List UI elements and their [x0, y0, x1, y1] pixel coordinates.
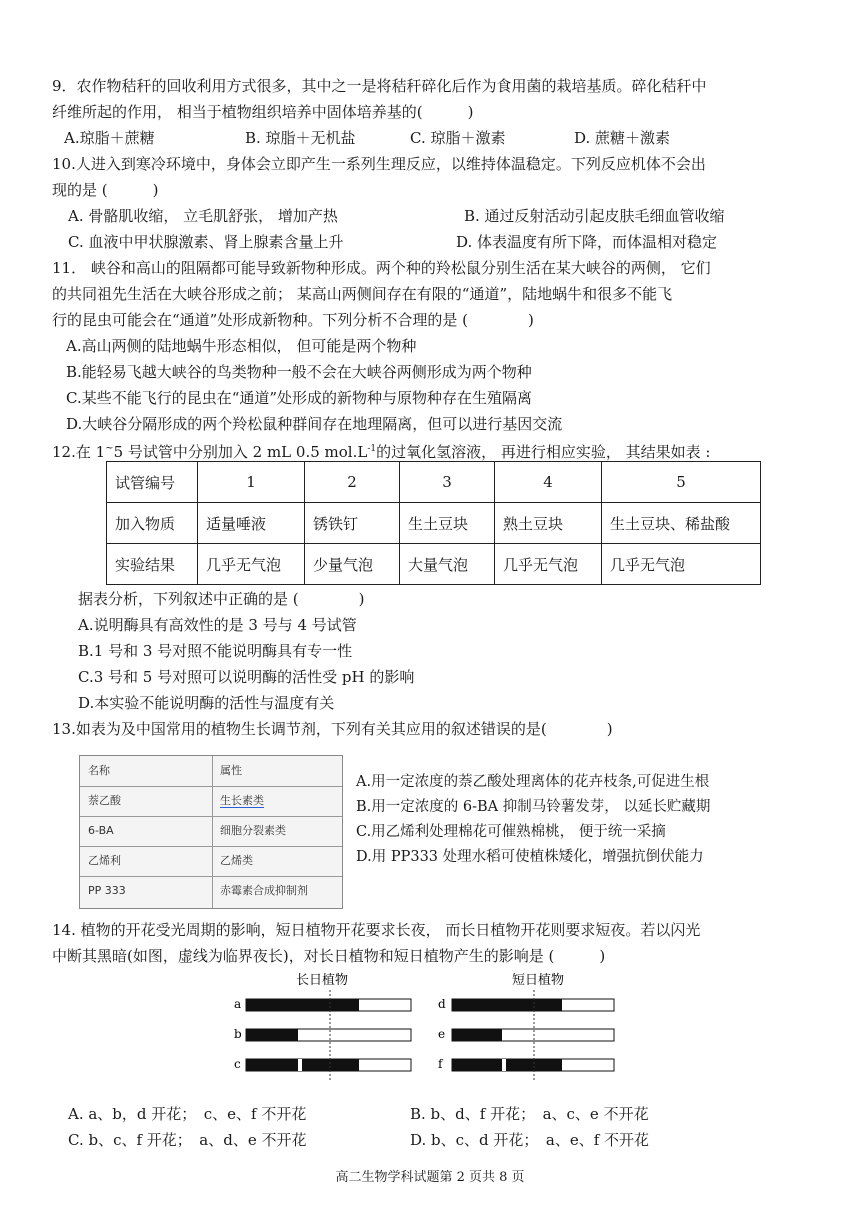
option-a[interactable]: A. 骨骼肌收缩， 立毛肌舒张， 增加产热 — [68, 207, 338, 225]
question-12 — [52, 436, 812, 462]
short-day-title: 短日植物 — [511, 973, 565, 988]
option-a[interactable]: A.说明酶具有高效性的是 3 号与 4 号试管 — [78, 616, 357, 634]
table-cell: 大量气泡 — [400, 544, 495, 585]
question-9-stem-line-2: 纤维所起的作用， 相当于植物组织培养中固体培养基的( ) — [52, 103, 474, 121]
question-12-stem: 12.在 1~5 号试管中分别加入 2 mL 0.5 $mol.L^{-1}$的过氧化氢溶液， 再进行相应实验， 其结果如表 : — [52, 443, 711, 461]
table-cell: 5 — [602, 462, 761, 503]
option-b[interactable]: B.1 号和 3 号对照不能说明酶具有专一性 — [78, 642, 353, 660]
option-b[interactable]: B.用一定浓度的 6-BA 抑制马铃薯发芽， 以延长贮藏期 — [356, 799, 711, 815]
table-cell: 几乎无气泡 — [495, 544, 602, 585]
table-cell: 几乎无气泡 — [602, 544, 761, 585]
option-c[interactable]: C. 血液中甲状腺激素、肾上腺素含量上升 — [68, 233, 344, 251]
option-c[interactable]: C.用乙烯利处理棉花可催熟棉桃， 便于统一采摘 — [356, 824, 666, 840]
option-d[interactable]: D. 蔗糖＋激素 — [574, 129, 671, 147]
table-cell: 属性 — [220, 764, 242, 777]
question-10-stem-line-1: 10.人进入到寒冷环境中，身体会立即产生一系列生理反应，以维持体温稳定。下列反应机体不会出 — [52, 155, 706, 173]
option-a[interactable]: A.高山两侧的陆地蜗牛形态相似， 但可能是两个物种 — [66, 337, 417, 355]
question-10-options-row-1 — [52, 203, 812, 229]
table-cell: 锈铁钉 — [305, 503, 400, 544]
bar-label-b: b — [234, 1027, 242, 1041]
option-c[interactable]: C. b、c、f 开花； a、d、e 不开花 — [68, 1131, 307, 1149]
table-cell: 乙烯类 — [220, 854, 253, 867]
table-cell: 加入物质 — [107, 503, 198, 544]
option-c[interactable]: C.某些不能飞行的昆虫在“通道”处形成的新物种与原物种存在生殖隔离 — [66, 389, 533, 407]
long-day-title: 长日植物 — [295, 973, 349, 988]
question-9-stem-line-1: 9．农作物秸秆的回收利用方式很多，其中之一是将秸秆碎化后作为食用菌的栽培基质。碎化秸秆中 — [52, 77, 707, 95]
option-a[interactable]: A.琼脂＋蔗糖 — [64, 129, 155, 147]
question-14 — [52, 917, 812, 969]
table-cell: 萘乙酸 — [88, 794, 121, 807]
option-c[interactable]: C.3 号和 5 号对照可以说明酶的活性受 pH 的影响 — [78, 668, 415, 686]
question-13-options — [356, 770, 836, 870]
table-row — [107, 462, 761, 503]
table-cell: 3 — [400, 462, 495, 503]
photoperiod-figure — [222, 970, 622, 1085]
table-cell: 适量唾液 — [198, 503, 305, 544]
question-9-options — [52, 125, 812, 151]
bar-label-d: d — [438, 997, 446, 1011]
table-cell: 4 — [495, 462, 602, 503]
question-11-stem-line-2: 的共同祖先生活在大峡谷形成之前； 某高山两侧间存在有限的“通道”，陆地蜗牛和很多不能飞 — [52, 285, 673, 303]
bar-f-flash — [502, 1059, 506, 1071]
table-cell: 生土豆块 — [400, 503, 495, 544]
bar-d-dark — [452, 999, 562, 1011]
question-14-options-row-2 — [52, 1127, 812, 1153]
question-10-options-row-2 — [52, 229, 812, 255]
option-a[interactable]: A. a、b，d 开花； c、e、f 不开花 — [68, 1105, 307, 1123]
question-14-stem-line-1: 14. 植物的开花受光周期的影响，短日植物开花要求长夜， 而长日植物开花则要求短夜。若以闪光 — [52, 921, 701, 939]
bar-e-dark — [452, 1029, 502, 1041]
table-cell: 实验结果 — [107, 544, 198, 585]
option-d[interactable]: D.大峡谷分隔形成的两个羚松鼠种群间存在地理隔离，但可以进行基因交流 — [66, 415, 563, 433]
bar-label-e: e — [438, 1027, 446, 1041]
question-12-prompt: 据表分析，下列叙述中正确的是 ( ) — [78, 590, 365, 608]
table-cell: 名称 — [88, 764, 110, 777]
question-13 — [52, 716, 812, 742]
table-cell: 赤霉素合成抑制剂 — [220, 884, 308, 897]
option-a[interactable]: A.用一定浓度的萘乙酸处理离体的花卉枝条,可促进生根 — [356, 774, 710, 790]
option-d[interactable]: D.用 PP333 处理水稻可使植株矮化，增强抗倒伏能力 — [356, 849, 704, 865]
bar-f-dark — [452, 1059, 562, 1071]
bar-label-c: c — [234, 1057, 241, 1071]
question-12-table — [106, 461, 761, 585]
table-row — [80, 846, 342, 877]
table-cell: 2 — [305, 462, 400, 503]
option-b[interactable]: B. b、d、f 开花； a、c、e 不开花 — [410, 1105, 649, 1123]
question-14-options-row-1 — [52, 1101, 812, 1127]
question-13-table — [79, 755, 343, 909]
table-cell: 细胞分裂素类 — [220, 824, 286, 837]
table-row — [80, 876, 342, 906]
bar-c-flash — [298, 1059, 302, 1071]
bar-a-dark — [246, 999, 359, 1011]
option-d[interactable]: D. b、c、d 开花； a、e、f 不开花 — [410, 1131, 650, 1149]
page-footer: 高二生物学科试题第 2 页共 8 页 — [335, 1170, 525, 1185]
table-cell: 几乎无气泡 — [198, 544, 305, 585]
option-b[interactable]: B. 通过反射活动引起皮肤毛细血管收缩 — [464, 207, 725, 225]
table-cell: 熟土豆块 — [495, 503, 602, 544]
table-cell: 生长素类 — [220, 794, 264, 807]
table-row — [80, 816, 342, 847]
question-10-stem-line-2: 现的是 ( ) — [52, 181, 159, 199]
table-cell: 6-BA — [88, 824, 114, 837]
question-11 — [52, 255, 812, 437]
bar-label-a: a — [234, 997, 242, 1011]
table-cell: 1 — [198, 462, 305, 503]
question-11-stem-line-3: 行的昆虫可能会在“通道”处形成新物种。下列分析不合理的是 ( ) — [52, 311, 534, 329]
table-row — [107, 544, 761, 585]
table-cell: 生土豆块、稀盐酸 — [602, 503, 761, 544]
table-row — [107, 503, 761, 544]
question-13-stem: 13.如表为及中国常用的植物生长调节剂，下列有关其应用的叙述错误的是( ) — [52, 720, 613, 738]
question-11-stem-line-1: 11． 峡谷和高山的阻隔都可能导致新物种形成。两个种的羚松鼠分别生活在某大峡谷的两侧， 它们 — [52, 259, 711, 277]
question-10 — [52, 151, 812, 255]
question-12-followup — [78, 586, 838, 716]
table-cell: 少量气泡 — [305, 544, 400, 585]
table-row — [80, 756, 342, 787]
bar-label-f: f — [438, 1057, 443, 1071]
question-14-options — [52, 1101, 812, 1153]
option-c[interactable]: C. 琼脂＋激素 — [410, 129, 506, 147]
table-cell: 试管编号 — [107, 462, 198, 503]
bar-c-dark — [246, 1059, 359, 1071]
option-d[interactable]: D. 体表温度有所下降，而体温相对稳定 — [456, 233, 718, 251]
table-cell: 乙烯利 — [88, 854, 121, 867]
option-d[interactable]: D.本实验不能说明酶的活性与温度有关 — [78, 694, 335, 712]
option-b[interactable]: B.能轻易飞越大峡谷的鸟类物种一般不会在大峡谷两侧形成为两个物种 — [66, 363, 532, 381]
option-b[interactable]: B. 琼脂＋无机盐 — [245, 129, 356, 147]
table-cell: PP 333 — [88, 884, 126, 897]
question-14-stem-line-2: 中断其黑暗(如图，虚线为临界夜长)，对长日植物和短日植物产生的影响是 ( ) — [52, 947, 606, 965]
bar-b-dark — [246, 1029, 298, 1041]
question-9 — [52, 73, 812, 151]
table-row — [80, 786, 342, 817]
